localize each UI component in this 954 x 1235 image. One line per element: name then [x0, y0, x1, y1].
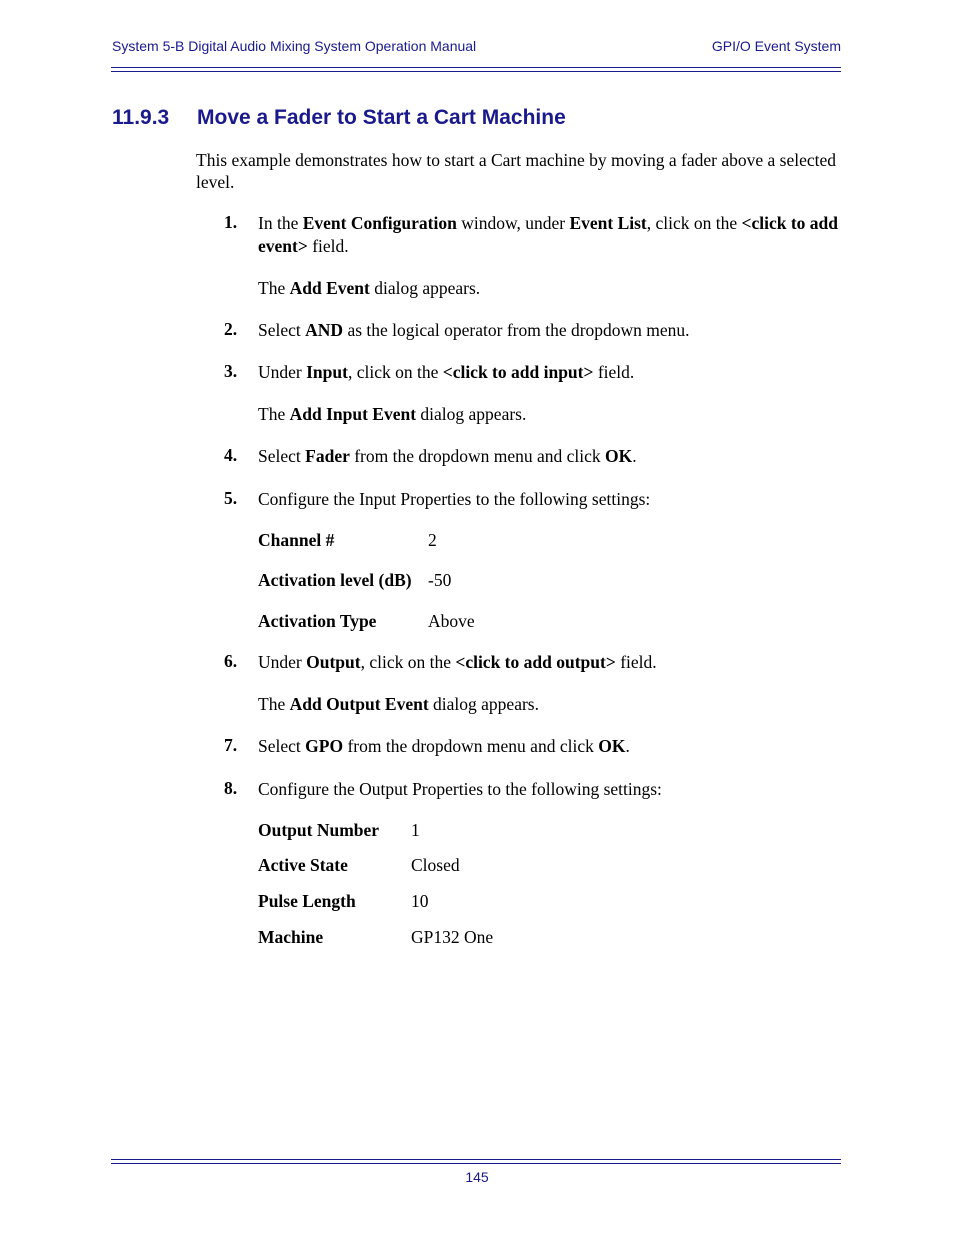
step-number: 4.	[224, 445, 238, 465]
setting-key: Output Number	[258, 820, 380, 840]
setting-key: Active State	[258, 855, 348, 875]
page-header	[112, 38, 841, 54]
step-2-text: Select AND as the logical operator from the dropdown menu.	[258, 320, 690, 340]
step-3-text: Under Input, click on the <click to add input> field.	[258, 362, 635, 382]
setting-key: Activation Type	[258, 611, 377, 631]
section-number: 11.9.3	[112, 106, 170, 129]
setting-value: Closed	[411, 855, 460, 875]
step-number: 1.	[224, 212, 238, 232]
intro-paragraph: This example demonstrates how to start a Cart machine by moving a fader above a selected level.	[196, 150, 836, 192]
header-manual-title: System 5-B Digital Audio Mixing System Operation Manual	[112, 38, 477, 54]
step-number: 8.	[224, 778, 238, 798]
setting-value: GP132 One	[411, 927, 494, 947]
footer-rule-bottom	[111, 1163, 841, 1164]
step-number: 6.	[224, 651, 238, 671]
step-number: 7.	[224, 735, 238, 755]
step-6-text: Under Output, click on the <click to add output> field.	[258, 652, 657, 672]
step-1-note: The Add Event dialog appears.	[258, 278, 481, 298]
setting-value: Above	[428, 611, 475, 631]
header-rule-top	[111, 67, 841, 68]
header-chapter-title: GPI/O Event System	[711, 38, 841, 54]
step-8-text: Configure the Output Properties to the following settings:	[258, 779, 662, 799]
setting-key: Channel #	[258, 530, 335, 550]
section-heading	[112, 106, 566, 130]
setting-value: 10	[411, 891, 429, 911]
step-4-text: Select Fader from the dropdown menu and click OK.	[258, 446, 637, 466]
step-5-text: Configure the Input Properties to the following settings:	[258, 489, 651, 509]
setting-value: 1	[411, 820, 420, 840]
footer-rule-top	[111, 1159, 841, 1160]
header-rule-bottom	[111, 71, 841, 72]
step-3-note: The Add Input Event dialog appears.	[258, 404, 527, 424]
setting-key: Machine	[258, 927, 324, 947]
step-1-text: In the Event Configuration window, under Event List, click on the <click to add event> field.	[258, 213, 839, 256]
step-number: 2.	[224, 319, 238, 339]
setting-value: 2	[428, 530, 437, 550]
setting-value: -50	[428, 570, 452, 590]
setting-key: Pulse Length	[258, 891, 356, 911]
step-7-text: Select GPO from the dropdown menu and click OK.	[258, 736, 630, 756]
setting-key: Activation level (dB)	[258, 570, 412, 590]
step-6-note: The Add Output Event dialog appears.	[258, 694, 539, 714]
step-number: 3.	[224, 361, 238, 381]
section-title: Move a Fader to Start a Cart Machine	[197, 106, 566, 129]
step-number: 5.	[224, 488, 238, 508]
page-number: 145	[465, 1169, 489, 1185]
